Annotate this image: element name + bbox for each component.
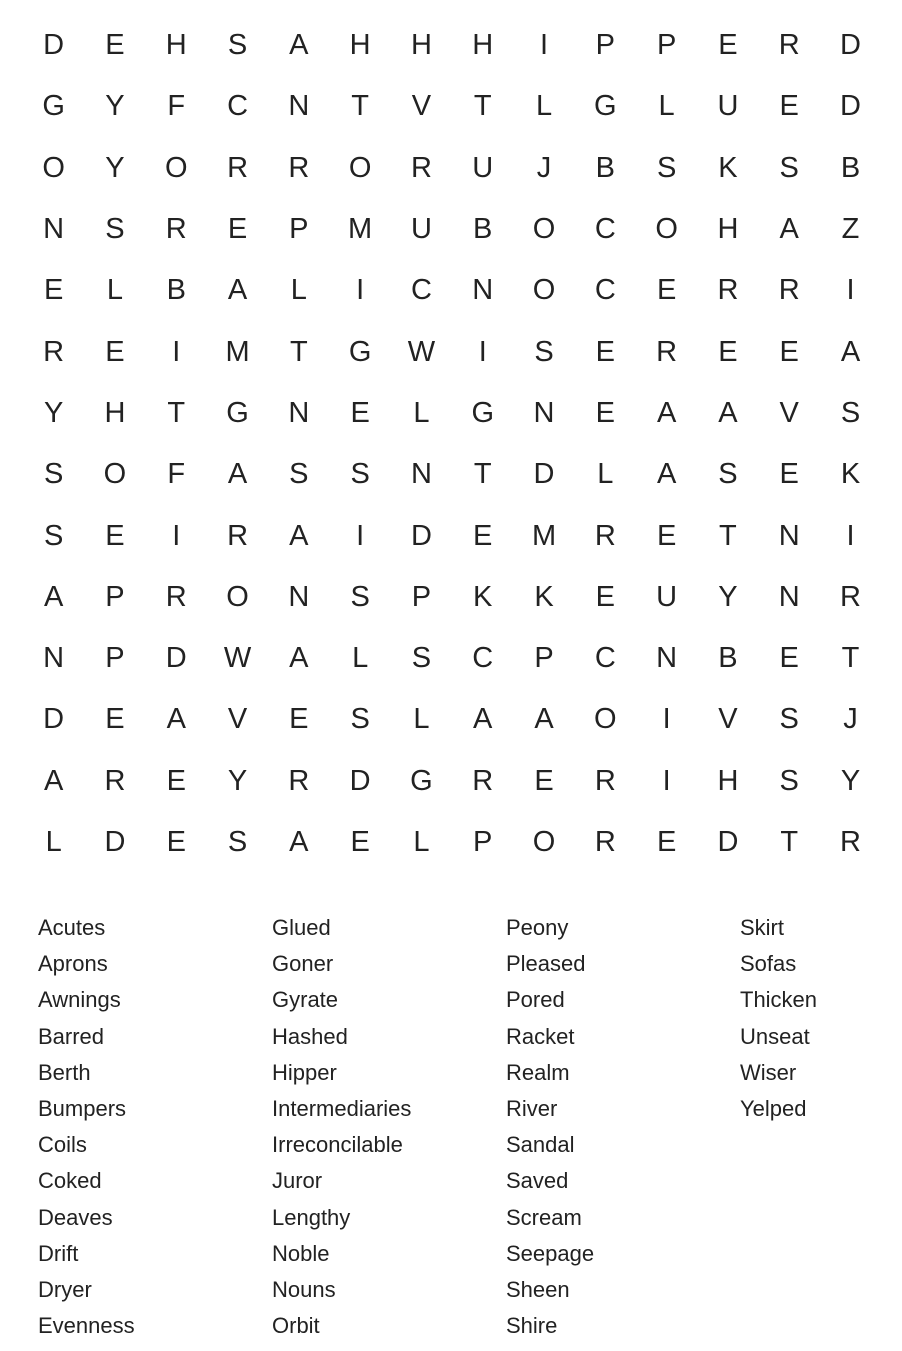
grid-cell[interactable]: R: [594, 519, 616, 552]
grid-cell[interactable]: P: [105, 580, 125, 613]
grid-cell[interactable]: O: [594, 703, 617, 736]
word-list-item: Orbit: [272, 1313, 320, 1339]
grid-cell[interactable]: E: [105, 703, 125, 736]
grid-cell[interactable]: C: [227, 90, 249, 123]
grid-cell[interactable]: S: [350, 703, 370, 736]
grid-cell[interactable]: S: [105, 213, 125, 246]
word-list-item: Wiser: [740, 1059, 797, 1085]
grid-cell[interactable]: V: [227, 703, 248, 736]
grid-cell[interactable]: I: [356, 274, 365, 307]
word-list-column: [272, 910, 506, 1344]
grid-cell[interactable]: E: [595, 335, 615, 368]
grid-cell[interactable]: C: [594, 642, 616, 675]
grid-cell[interactable]: I: [172, 335, 181, 368]
grid-cell[interactable]: A: [289, 519, 309, 552]
grid-cell[interactable]: A: [227, 458, 248, 491]
grid-cell[interactable]: A: [289, 826, 309, 858]
grid-cell[interactable]: G: [410, 764, 433, 797]
grid-cell[interactable]: P: [595, 29, 615, 62]
grid-cell[interactable]: B: [473, 213, 493, 246]
grid-cell[interactable]: V: [718, 703, 738, 736]
grid-cell[interactable]: P: [289, 213, 309, 246]
grid-cell[interactable]: K: [718, 151, 738, 184]
grid-cell[interactable]: E: [289, 703, 309, 736]
grid-cell[interactable]: S: [227, 826, 248, 858]
grid-cell[interactable]: E: [779, 642, 799, 675]
grid-cell[interactable]: A: [289, 29, 309, 62]
grid-cell[interactable]: G: [348, 335, 372, 368]
word-list-item: Coked: [38, 1168, 102, 1194]
grid-cell[interactable]: Y: [105, 90, 125, 123]
grid-cell[interactable]: Y: [227, 764, 248, 797]
grid-cell[interactable]: R: [472, 764, 494, 797]
word-list-item: Awnings: [38, 987, 121, 1013]
word-list-item: Sheen: [506, 1276, 570, 1302]
grid-cell[interactable]: L: [45, 826, 62, 858]
word-list-item: Nouns: [272, 1276, 336, 1302]
word-list-item: Lengthy: [272, 1204, 351, 1230]
grid-cell[interactable]: N: [778, 519, 800, 552]
grid-cell[interactable]: H: [410, 29, 432, 62]
grid-cell[interactable]: I: [539, 29, 549, 62]
grid-cell[interactable]: E: [350, 396, 370, 429]
grid-cell[interactable]: C: [594, 213, 616, 246]
word-list-item: Thicken: [740, 987, 818, 1013]
grid-cell[interactable]: R: [227, 151, 249, 184]
grid-cell[interactable]: U: [410, 213, 432, 246]
grid-cell[interactable]: L: [535, 90, 553, 123]
grid-cell[interactable]: R: [717, 274, 739, 307]
word-list-item: Barred: [38, 1023, 105, 1049]
grid-cell[interactable]: L: [106, 274, 124, 307]
word-list-item: Noble: [272, 1240, 330, 1266]
word-list-item: River: [506, 1095, 558, 1121]
grid-cell[interactable]: K: [534, 580, 554, 613]
word-list-item: Evenness: [38, 1313, 135, 1339]
grid-cell[interactable]: S: [43, 519, 64, 552]
grid-cell[interactable]: L: [413, 703, 430, 736]
grid-cell[interactable]: Y: [718, 580, 738, 613]
grid-cell[interactable]: T: [289, 335, 308, 368]
word-list-item: Skirt: [740, 915, 784, 940]
grid-cell[interactable]: D: [43, 703, 65, 736]
grid-cell[interactable]: K: [840, 458, 861, 491]
word-list: [38, 910, 900, 1344]
word-list-item: Goner: [272, 951, 334, 977]
word-list-item: Juror: [272, 1168, 323, 1194]
grid-cell[interactable]: I: [662, 764, 671, 797]
grid-cell[interactable]: M: [531, 519, 557, 552]
grid-cell[interactable]: U: [656, 580, 678, 613]
grid-cell[interactable]: B: [718, 642, 738, 675]
grid-cell[interactable]: H: [165, 29, 187, 62]
grid-cell[interactable]: B: [840, 151, 861, 184]
grid-cell[interactable]: E: [105, 335, 125, 368]
grid-cell[interactable]: N: [288, 580, 310, 613]
grid-cell[interactable]: O: [532, 274, 556, 307]
grid-cell[interactable]: P: [105, 642, 125, 675]
word-list-item: Seepage: [506, 1240, 595, 1266]
word-list-item: Shire: [506, 1313, 558, 1339]
grid-cell[interactable]: S: [779, 703, 799, 736]
grid-cell[interactable]: S: [350, 580, 370, 613]
grid-cell[interactable]: D: [840, 29, 861, 62]
word-list-column: [38, 910, 272, 1344]
word-list-item: Intermediaries: [272, 1095, 412, 1121]
grid-cell[interactable]: O: [103, 458, 127, 491]
grid-cell[interactable]: G: [594, 90, 617, 123]
grid-cell[interactable]: E: [718, 29, 738, 62]
word-list-item: Hipper: [272, 1059, 337, 1085]
grid-cell[interactable]: S: [779, 151, 799, 184]
grid-cell[interactable]: S: [718, 458, 738, 491]
grid-cell[interactable]: R: [840, 580, 861, 613]
grid-cell[interactable]: E: [595, 396, 615, 429]
grid-cell[interactable]: I: [478, 335, 487, 368]
grid-cell[interactable]: F: [167, 90, 186, 123]
grid-cell[interactable]: H: [349, 29, 371, 62]
grid-cell[interactable]: A: [43, 764, 64, 797]
grid-cell[interactable]: A: [840, 335, 861, 368]
grid-cell[interactable]: R: [410, 151, 432, 184]
grid-cell[interactable]: M: [225, 335, 250, 368]
grid-cell[interactable]: E: [473, 519, 493, 552]
grid-cell[interactable]: L: [352, 642, 369, 675]
grid-cell[interactable]: D: [410, 519, 432, 552]
grid-cell[interactable]: P: [473, 826, 493, 858]
grid-cell[interactable]: V: [411, 90, 432, 123]
grid-cell[interactable]: I: [662, 703, 671, 736]
grid-cell[interactable]: S: [656, 151, 677, 184]
grid-cell[interactable]: E: [166, 764, 186, 797]
grid-cell[interactable]: J: [536, 151, 552, 184]
grid-cell[interactable]: C: [594, 274, 616, 307]
grid-cell[interactable]: E: [656, 826, 677, 858]
grid-cell[interactable]: N: [43, 642, 65, 675]
grid-cell[interactable]: O: [348, 151, 372, 184]
grid-cell[interactable]: V: [779, 396, 799, 429]
grid-cell[interactable]: A: [289, 642, 309, 675]
grid-cell[interactable]: D: [840, 90, 861, 123]
grid-cell[interactable]: S: [534, 335, 554, 368]
word-list-item: Aprons: [38, 951, 108, 977]
word-list-item: Yelped: [740, 1095, 807, 1121]
grid-cell[interactable]: W: [407, 335, 436, 368]
word-list-item: Realm: [506, 1059, 570, 1085]
grid-cell[interactable]: N: [778, 580, 800, 613]
grid-cell[interactable]: D: [533, 458, 555, 491]
grid-cell[interactable]: D: [349, 764, 371, 797]
grid-cell[interactable]: C: [472, 642, 494, 675]
grid-cell[interactable]: R: [594, 764, 616, 797]
word-list-column: [506, 910, 740, 1344]
grid-cell[interactable]: G: [42, 90, 65, 123]
grid-cell[interactable]: J: [843, 703, 858, 736]
word-list-item: Unseat: [740, 1023, 810, 1049]
grid-cell[interactable]: D: [165, 642, 187, 675]
grid-cell[interactable]: R: [165, 580, 187, 613]
grid-cell[interactable]: I: [846, 519, 855, 552]
grid-cell[interactable]: B: [166, 274, 186, 307]
grid-cell[interactable]: N: [288, 90, 310, 123]
grid-cell[interactable]: A: [473, 703, 493, 736]
grid-cell[interactable]: O: [532, 213, 556, 246]
grid-cell[interactable]: L: [413, 826, 430, 858]
grid-cell[interactable]: O: [164, 151, 188, 184]
grid-cell[interactable]: R: [227, 519, 249, 552]
grid-cell[interactable]: L: [597, 458, 614, 491]
grid-cell[interactable]: T: [780, 826, 799, 858]
grid-cell[interactable]: B: [595, 151, 615, 184]
grid-cell[interactable]: D: [717, 826, 739, 858]
grid-cell[interactable]: E: [779, 335, 799, 368]
grid-cell[interactable]: N: [533, 396, 555, 429]
grid-cell[interactable]: R: [594, 826, 616, 858]
grid-cell[interactable]: I: [846, 274, 855, 307]
grid-cell[interactable]: K: [473, 580, 493, 613]
grid-cell[interactable]: N: [410, 458, 432, 491]
grid-cell[interactable]: E: [350, 826, 370, 858]
grid-cell[interactable]: E: [227, 213, 248, 246]
word-list-item: Deaves: [38, 1204, 113, 1230]
grid-cell[interactable]: P: [656, 29, 677, 62]
grid-cell[interactable]: S: [43, 458, 64, 491]
word-list-item: Bumpers: [38, 1095, 127, 1121]
word-list-item: Dryer: [38, 1276, 92, 1302]
letter-grid: [23, 15, 879, 873]
word-list-item: Coils: [38, 1132, 87, 1158]
grid-cell[interactable]: E: [779, 458, 799, 491]
grid-cell[interactable]: N: [656, 642, 678, 675]
grid-cell[interactable]: F: [167, 458, 186, 491]
word-list-item: Hashed: [272, 1023, 348, 1049]
grid-cell[interactable]: T: [473, 90, 492, 123]
grid-cell[interactable]: Y: [105, 151, 125, 184]
grid-cell[interactable]: S: [840, 396, 861, 429]
grid-cell[interactable]: R: [778, 29, 800, 62]
grid-cell[interactable]: L: [290, 274, 307, 307]
word-list-item: Racket: [506, 1023, 575, 1049]
grid-cell[interactable]: D: [104, 826, 126, 858]
grid-cell[interactable]: T: [473, 458, 492, 491]
grid-cell[interactable]: U: [472, 151, 494, 184]
grid-cell[interactable]: P: [534, 642, 554, 675]
word-list-item: Berth: [38, 1059, 91, 1085]
grid-cell[interactable]: U: [717, 90, 739, 123]
grid-cell[interactable]: H: [717, 213, 739, 246]
grid-cell[interactable]: N: [43, 213, 65, 246]
grid-cell[interactable]: A: [656, 396, 677, 429]
grid-cell[interactable]: S: [227, 29, 248, 62]
grid-cell[interactable]: O: [42, 151, 65, 184]
word-list-item: Scream: [506, 1204, 582, 1230]
grid-cell[interactable]: A: [534, 703, 554, 736]
grid-cell[interactable]: R: [288, 151, 310, 184]
word-list-item: Pored: [506, 987, 565, 1013]
grid-cell[interactable]: R: [288, 764, 310, 797]
grid-cell[interactable]: Z: [841, 213, 860, 246]
grid-cell[interactable]: R: [778, 274, 800, 307]
grid-cell[interactable]: G: [471, 396, 494, 429]
grid-cell[interactable]: H: [717, 764, 739, 797]
grid-cell[interactable]: L: [413, 396, 430, 429]
grid-cell[interactable]: N: [472, 274, 494, 307]
grid-cell[interactable]: E: [656, 519, 677, 552]
grid-cell[interactable]: Y: [840, 764, 861, 797]
grid-cell[interactable]: E: [779, 90, 799, 123]
grid-cell[interactable]: R: [104, 764, 126, 797]
grid-cell[interactable]: E: [718, 335, 738, 368]
grid-cell[interactable]: C: [410, 274, 432, 307]
grid-cell[interactable]: T: [351, 90, 369, 123]
grid-cell[interactable]: O: [226, 580, 249, 613]
grid-cell[interactable]: T: [841, 642, 860, 675]
grid-cell[interactable]: R: [165, 213, 187, 246]
grid-cell[interactable]: P: [411, 580, 432, 613]
grid-cell[interactable]: N: [288, 396, 310, 429]
grid-cell[interactable]: M: [348, 213, 373, 246]
grid-cell[interactable]: T: [719, 519, 737, 552]
word-list-item: Acutes: [38, 915, 106, 940]
grid-cell[interactable]: H: [472, 29, 494, 62]
grid-cell[interactable]: A: [718, 396, 738, 429]
grid-cell[interactable]: R: [656, 335, 678, 368]
grid-cell[interactable]: A: [227, 274, 248, 307]
word-list-item: Peony: [506, 915, 569, 940]
word-list-item: Pleased: [506, 951, 586, 977]
word-list-item: Drift: [38, 1240, 79, 1266]
grid-cell[interactable]: E: [105, 29, 125, 62]
grid-cell[interactable]: S: [350, 458, 370, 491]
grid-cell[interactable]: E: [595, 580, 615, 613]
grid-cell[interactable]: E: [656, 274, 677, 307]
word-list-item: Irreconcilable: [272, 1132, 403, 1158]
grid-cell[interactable]: A: [43, 580, 64, 613]
grid-cell[interactable]: I: [172, 519, 181, 552]
word-list-item: Gyrate: [272, 987, 339, 1013]
grid-cell[interactable]: I: [356, 519, 365, 552]
grid-cell[interactable]: O: [655, 213, 678, 246]
grid-cell[interactable]: T: [167, 396, 186, 429]
grid-cell[interactable]: A: [656, 458, 677, 491]
grid-cell[interactable]: S: [411, 642, 432, 675]
grid-cell[interactable]: Y: [43, 396, 64, 429]
word-list-item: Sofas: [740, 951, 797, 977]
grid-cell[interactable]: A: [779, 213, 799, 246]
word-list-item: Sandal: [506, 1132, 575, 1158]
grid-cell[interactable]: S: [289, 458, 309, 491]
grid-cell[interactable]: E: [105, 519, 125, 552]
grid-cell[interactable]: A: [166, 703, 186, 736]
word-list-item: Glued: [272, 915, 331, 940]
word-list-column: [740, 910, 900, 1344]
grid-cell[interactable]: O: [532, 826, 556, 858]
grid-cell[interactable]: L: [658, 90, 675, 123]
grid-cell[interactable]: E: [43, 274, 64, 307]
grid-cell[interactable]: G: [226, 396, 249, 429]
grid-cell[interactable]: R: [43, 335, 65, 368]
grid-cell[interactable]: E: [534, 764, 554, 797]
grid-cell[interactable]: S: [779, 764, 799, 797]
word-list-item: Saved: [506, 1168, 569, 1194]
grid-cell[interactable]: H: [104, 396, 126, 429]
grid-cell[interactable]: D: [43, 29, 65, 62]
grid-cell[interactable]: E: [166, 826, 186, 858]
grid-cell[interactable]: W: [223, 642, 252, 675]
grid-cell[interactable]: R: [840, 826, 861, 858]
